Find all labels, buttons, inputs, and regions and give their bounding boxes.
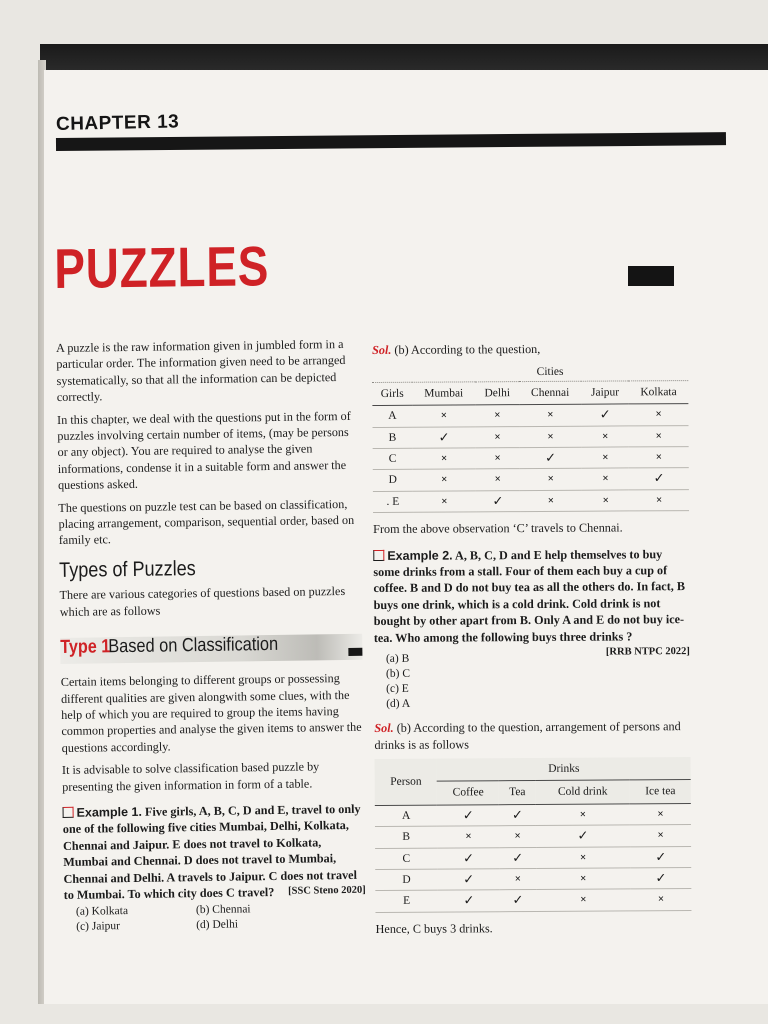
example1-solution bbox=[372, 340, 688, 358]
example1-label: Example 1. bbox=[76, 804, 143, 820]
table-cell: ✓ bbox=[438, 847, 500, 869]
right-column bbox=[372, 340, 692, 943]
table-cell: ✓ bbox=[499, 804, 535, 826]
table-cell: × bbox=[520, 490, 583, 512]
example2-sol-label: Sol. bbox=[374, 720, 394, 736]
type1-number: Type 1 bbox=[60, 636, 111, 659]
type1-paragraph-1: Certain items belonging to different groups or possessing different qualities are given alongwith some clues, with the help of which you are required to group the items having common properties and analyse the given items to answer the questions accordingly. bbox=[60, 671, 362, 755]
type1-paragraph-2: It is advisable to solve classification based puzzle by presenting the given information in form of a table. bbox=[61, 759, 320, 794]
example1-text: Five girls, A, B, C, D and E, travel to only one of the following five cities Mumbai, Delhi, Kolkata, Chennai and Jaipur. E does not travel to Kolkata, Mumbai and Chennai. D does not travel to Mumbai, Chennai and Delhi. A travels to Jaipur. C does not travel to Mumbai. To which city does C travel? bbox=[62, 801, 361, 902]
table-cell: × bbox=[582, 468, 629, 490]
table-cell: C bbox=[375, 848, 438, 870]
cities-col-header: Delhi bbox=[475, 381, 519, 405]
drinks-col-header: Ice tea bbox=[630, 780, 691, 804]
table-cell: × bbox=[629, 447, 689, 469]
chapter-label: CHAPTER 13 bbox=[55, 111, 180, 135]
table-row bbox=[373, 468, 689, 491]
table-cell: . E bbox=[373, 491, 413, 513]
table-cell: × bbox=[499, 826, 535, 848]
table-cell: × bbox=[536, 868, 631, 890]
title-tab-marker bbox=[628, 266, 674, 286]
drinks-table bbox=[375, 757, 692, 913]
type1-title: Based on Classification bbox=[108, 634, 279, 658]
table-cell: E bbox=[375, 890, 438, 912]
table-row bbox=[373, 447, 689, 470]
table-cell: ✓ bbox=[476, 490, 520, 512]
table-cell: × bbox=[519, 404, 582, 426]
types-heading: Types of Puzzles bbox=[59, 556, 196, 582]
table-cell: × bbox=[535, 804, 630, 826]
table-cell: A bbox=[375, 805, 438, 827]
intro-paragraph-3: The questions on puzzle test can be based on classification, placing arrangement, comparison, sequential order, based on family etc. bbox=[58, 496, 355, 548]
example2-source: [RRB NTPC 2022] bbox=[605, 646, 690, 658]
example2-label: Example 2. bbox=[387, 548, 453, 563]
example1-question bbox=[62, 801, 365, 904]
cities-col-header: Kolkata bbox=[629, 380, 689, 404]
cities-table bbox=[372, 360, 689, 513]
table-cell: ✓ bbox=[519, 447, 582, 469]
table-cell: × bbox=[629, 489, 689, 511]
type1-banner bbox=[60, 634, 362, 664]
example2-option-b: (b) C bbox=[385, 667, 411, 681]
table-cell: ✓ bbox=[500, 890, 536, 912]
table-cell: × bbox=[413, 469, 476, 491]
cities-table-corner bbox=[372, 362, 412, 382]
type1-banner-end bbox=[348, 648, 362, 656]
table-cell: × bbox=[476, 405, 520, 427]
table-cell: × bbox=[582, 426, 629, 448]
example1-option-a: (a) Kolkata bbox=[75, 905, 129, 919]
example1-conclusion: From the above observation ‘C’ travels to Chennai. bbox=[373, 520, 623, 537]
table-row bbox=[375, 825, 691, 848]
cities-group-header: Cities bbox=[536, 366, 564, 379]
example1-option-d: (d) Delhi bbox=[196, 918, 239, 932]
table-cell: ✓ bbox=[437, 804, 499, 826]
table-row bbox=[375, 889, 691, 912]
table-cell: × bbox=[413, 491, 476, 513]
table-cell: × bbox=[519, 469, 582, 491]
table-cell: A bbox=[372, 405, 412, 427]
example2-conclusion: Hence, C buys 3 drinks. bbox=[375, 921, 493, 936]
table-cell: × bbox=[519, 426, 582, 448]
table-cell: ✓ bbox=[438, 890, 500, 912]
table-cell: × bbox=[412, 405, 475, 427]
intro-paragraph-2: In this chapter, we deal with the questions put in the form of puzzles involving certain number of items, (may be persons or any object). You are required to analyse the given informations, condense it in a suitable form and answer the questions asked. bbox=[57, 408, 351, 493]
table-cell: D bbox=[373, 470, 413, 492]
cities-col-header: Mumbai bbox=[412, 382, 475, 406]
table-cell: × bbox=[437, 826, 499, 848]
table-cell: × bbox=[582, 490, 629, 512]
intro-paragraph-1: A puzzle is the raw information given in jumbled form in a particular order. The information given need to be arranged systematically, so that all the information can be depicted correctly. bbox=[56, 336, 346, 405]
example1-sol-text: (b) According to the question, bbox=[394, 341, 541, 357]
example1-source: [SSC Steno 2020] bbox=[288, 884, 366, 897]
table-cell: × bbox=[476, 426, 520, 448]
drinks-col-header: Cold drink bbox=[535, 780, 630, 804]
cities-col-header: Girls bbox=[372, 382, 412, 406]
table-cell: ✓ bbox=[630, 846, 691, 868]
table-cell: × bbox=[631, 889, 692, 911]
left-column bbox=[56, 336, 366, 936]
table-row bbox=[375, 803, 691, 826]
example2-option-d: (d) A bbox=[386, 697, 411, 711]
table-row bbox=[373, 425, 689, 448]
table-cell: ✓ bbox=[581, 404, 628, 426]
table-cell: × bbox=[629, 404, 689, 426]
table-cell: ✓ bbox=[438, 869, 500, 891]
table-cell: B bbox=[373, 427, 413, 449]
table-cell: × bbox=[582, 447, 629, 469]
example-icon bbox=[63, 807, 74, 818]
page-title: PUZZLES bbox=[54, 234, 270, 300]
example2-sol-text: (b) According to the question, arrangement of persons and drinks is as follows bbox=[374, 719, 681, 752]
table-cell: × bbox=[630, 825, 691, 847]
table-row bbox=[373, 489, 689, 512]
example1-sol-label: Sol. bbox=[372, 342, 392, 357]
table-cell: ✓ bbox=[536, 825, 631, 847]
table-cell: × bbox=[412, 448, 475, 470]
table-cell: × bbox=[500, 868, 536, 890]
cities-col-header: Chennai bbox=[519, 381, 582, 405]
example1-option-c: (c) Jaipur bbox=[76, 920, 121, 934]
cities-col-header: Jaipur bbox=[581, 381, 628, 405]
example2-option-c: (c) E bbox=[386, 682, 409, 696]
table-cell: × bbox=[536, 889, 631, 911]
table-row bbox=[375, 846, 691, 869]
table-row bbox=[375, 867, 691, 890]
table-cell: ✓ bbox=[500, 847, 536, 869]
example2-text: A, B, C, D and E help themselves to buy some drinks from a stall. Four of them each buy a cup of coffee. B and D do not buy tea as all the others do. In fact, B buys one drink, which is a cold drink. Cold drink is not bought by other apart from B. Only A and E do not buy ice-tea. Who among the following buys three drinks ? bbox=[373, 546, 686, 645]
table-cell: × bbox=[476, 448, 520, 470]
example2-option-a: (a) B bbox=[385, 652, 410, 666]
table-cell: ✓ bbox=[629, 468, 689, 490]
table-cell: D bbox=[375, 869, 438, 891]
table-cell: ✓ bbox=[630, 867, 691, 889]
example2-solution bbox=[374, 718, 690, 753]
example-icon bbox=[373, 550, 384, 561]
table-cell: × bbox=[536, 846, 631, 868]
table-cell: ✓ bbox=[412, 426, 475, 448]
types-text: There are various categories of questions based on puzzles which are as follows bbox=[59, 584, 346, 619]
example2-question bbox=[373, 546, 690, 658]
table-cell: × bbox=[629, 425, 689, 447]
drinks-col-header: Tea bbox=[499, 781, 535, 805]
table-cell: × bbox=[476, 469, 520, 491]
drinks-col-header: Coffee bbox=[437, 781, 499, 805]
example1-options bbox=[76, 901, 366, 935]
drinks-row-header: Person bbox=[375, 759, 438, 806]
table-cell: C bbox=[373, 448, 413, 470]
example1-option-b: (b) Chennai bbox=[195, 903, 251, 917]
table-cell: × bbox=[630, 803, 691, 825]
drinks-group-header: Drinks bbox=[437, 757, 691, 781]
table-row bbox=[372, 404, 688, 427]
table-cell: B bbox=[375, 826, 438, 848]
